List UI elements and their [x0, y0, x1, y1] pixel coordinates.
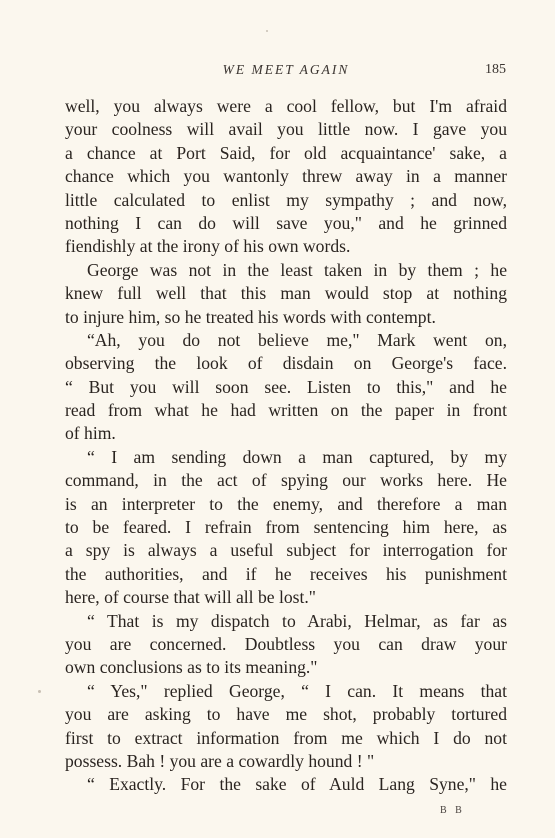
signature-mark: B B	[440, 805, 465, 816]
text-line: is an interpreter to the enemy, and therefore a man	[65, 493, 507, 514]
text-line: possess. Bah ! you are a cowardly hound ! "	[65, 750, 375, 771]
text-line: command, in the act of spying our works here. He	[65, 470, 507, 491]
page-speck	[266, 30, 268, 32]
text-line: George was not in the least taken in by them ; he	[87, 259, 507, 280]
text-line: observing the look of disdain on George's face.	[65, 353, 507, 374]
page-speck	[38, 690, 41, 693]
text-line: nothing I can do will save you," and he grinned	[65, 212, 507, 233]
running-head: WE MEET AGAIN	[222, 62, 350, 77]
text-line: a spy is always a useful subject for interrogation for	[65, 540, 507, 561]
text-line: you are concerned. Doubtless you can draw your	[65, 633, 507, 654]
text-line: read from what he had written on the paper in front	[65, 400, 507, 421]
text-line: to be feared. I refrain from sentencing him here, as	[65, 517, 507, 538]
text-line: “ Exactly. For the sake of Auld Lang Syne," he	[87, 774, 507, 795]
text-line: here, of course that will all be lost."	[65, 587, 316, 608]
text-line: chance which you wantonly threw away in a manner	[65, 166, 507, 187]
text-line: own conclusions as to its meaning."	[65, 657, 318, 678]
text-line: you are asking to have me shot, probably tortured	[65, 704, 507, 725]
text-line: fiendishly at the irony of his own words.	[65, 236, 351, 257]
text-line: “ I am sending down a man captured, by my	[87, 446, 507, 467]
text-line: knew full well that this man would stop at nothing	[65, 283, 507, 304]
text-line: “Ah, you do not believe me," Mark went on,	[87, 329, 507, 350]
text-line: your coolness will avail you little now. I gave you	[65, 119, 507, 140]
page-header	[66, 62, 506, 82]
text-line: well, you always were a cool fellow, but I'm afraid	[65, 96, 507, 116]
text-line: “ But you will soon see. Listen to this," and he	[65, 376, 507, 397]
page-number: 185	[485, 62, 506, 77]
text-line: a chance at Port Said, for old acquaintance' sake, a	[65, 142, 507, 163]
text-line: “ That is my dispatch to Arabi, Helmar, as far as	[87, 610, 507, 631]
body-text	[65, 95, 507, 797]
text-line: to injure him, so he treated his words with contempt.	[65, 306, 436, 327]
text-line: “ Yes," replied George, “ I can. It means that	[87, 680, 507, 701]
text-line: first to extract information from me which I do not	[65, 727, 507, 748]
text-line: of him.	[65, 423, 116, 444]
text-line: the authorities, and if he receives his punishment	[65, 563, 507, 584]
text-line: little calculated to enlist my sympathy ; and now,	[65, 189, 507, 210]
